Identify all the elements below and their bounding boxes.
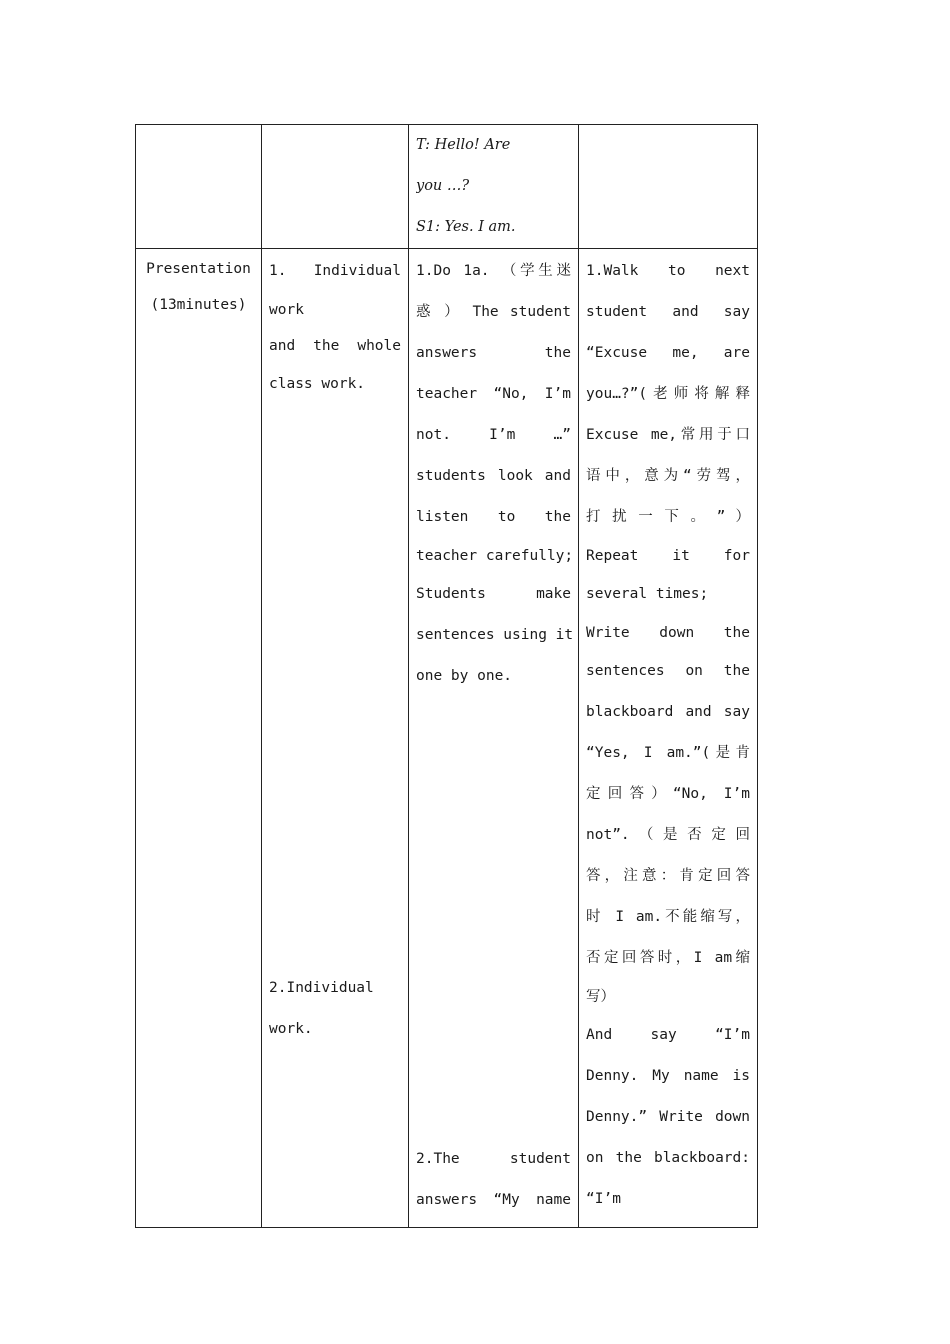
stage-cell-empty [136,125,262,249]
table-row [136,125,758,249]
teacher-activity-cell-empty [579,125,758,249]
mode-line: 2.Individual [269,980,374,996]
interaction-mode-cell [262,249,409,1228]
student-activity-cell [409,249,579,1228]
stage-cell [136,249,262,1228]
teacher-line: 写） [586,989,615,1005]
mode-line: work [269,302,304,318]
mode-line: and the whole [269,338,401,354]
activity-line: teacher carefully; [416,548,574,564]
teacher-line: 打 扰 一 下 。 ” ） [586,509,750,525]
table-row [136,249,758,1228]
teacher-line: Denny. My name is [586,1068,750,1084]
teacher-activity-cell [579,249,758,1228]
teacher-line: blackboard and say [586,704,750,720]
dialogue-line: you …? [416,178,470,194]
teacher-line: And say “I’m [586,1027,750,1043]
teacher-line: 定回答）“No, I’m [586,786,750,802]
activity-line: teacher “No, I’m [416,386,571,402]
teacher-line: “I’m [586,1191,621,1207]
teacher-line: “Yes, I am.”(是肯 [586,745,750,761]
teacher-line: Excuse me,常用于口 [586,427,750,443]
activity-cell-empty [262,125,409,249]
activity-line: Students make [416,586,571,602]
stage-title: Presentation [146,261,251,277]
mode-line: work. [269,1021,313,1037]
teacher-line: 时 I am.不能缩写， [586,909,750,925]
teacher-line: sentences on the [586,663,750,679]
student-activity-cell [409,125,579,249]
activity-line: 1.Do 1a. （学生迷 [416,263,571,279]
activity-line: 2.The student [416,1151,571,1167]
teacher-line: Repeat it for [586,548,750,564]
teacher-line: Write down the [586,625,750,641]
activity-line: listen to the [416,509,571,525]
activity-line: not. I’m …” [416,427,571,443]
activity-line: answers the [416,345,571,361]
stage-duration: (13minutes) [150,297,247,313]
teacher-line: 1.Walk to next [586,263,750,279]
activity-line: students look and [416,468,571,484]
teacher-line: student and say [586,304,750,320]
teacher-line: not”. （ 是 否 定 回 [586,827,750,843]
teacher-line: “Excuse me, are [586,345,750,361]
teacher-line: Denny.” Write down [586,1109,750,1125]
lesson-plan-table [135,124,758,1228]
activity-line: sentences using it [416,627,574,643]
activity-line: one by one. [416,668,513,684]
teacher-line: you…?”(老师将解释 [586,386,750,402]
teacher-line: on the blackboard: [586,1150,750,1166]
teacher-line: 答，注意：肯定回答 [586,868,750,884]
dialogue-line: S1: Yes. I am. [416,219,516,235]
teacher-line: 否定回答时，I am缩 [586,950,750,966]
teacher-line: 语中，意为“劳驾， [586,468,750,484]
activity-line: 惑 ） The student [416,304,571,320]
dialogue-line: T: Hello! Are [416,137,511,153]
mode-line: class work. [269,376,366,392]
activity-line: answers “My name [416,1192,571,1208]
mode-line: 1. Individual [269,263,401,279]
teacher-line: several times; [586,586,709,602]
